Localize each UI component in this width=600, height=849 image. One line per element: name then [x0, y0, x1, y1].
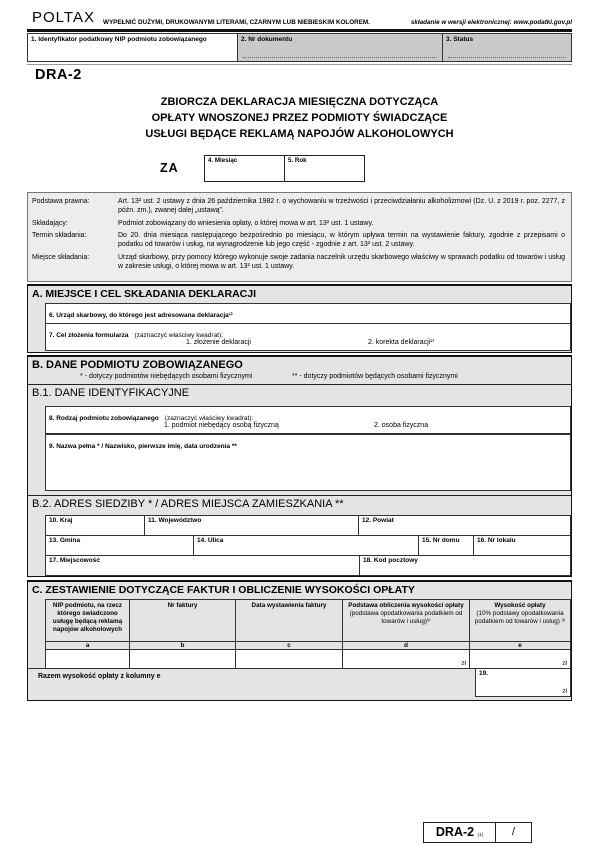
voivodeship-label: 11. Województwo — [148, 517, 202, 524]
cell-fee-amount[interactable] — [469, 649, 571, 669]
col-fee-base-subtitle: (podstawa opodatkowania podatkiem od towarów i usług)³⁾ — [349, 610, 463, 625]
cell-nip[interactable] — [45, 649, 130, 669]
commune-field[interactable] — [45, 535, 194, 556]
form-title-line1: ZBIORCZA DEKLARACJA MIESIĘCZNA DOTYCZĄCA — [160, 96, 439, 108]
full-name-label: 9. Nazwa pełna * / Nazwisko, pierwsze imię, data urodzenia ** — [49, 443, 237, 450]
col-invoice-number-header: Nr faktury — [129, 599, 236, 642]
option-non-individual[interactable]: 1. podmiot niebędący osobą fizyczną — [164, 422, 279, 429]
footnote-individuals: ** - dotyczy podmiotów będących osobami fizycznymi — [292, 373, 458, 380]
option-declaration-correction[interactable]: 2. korekta deklaracji²⁾ — [368, 339, 435, 346]
country-field[interactable] — [45, 515, 145, 536]
legal-row-label: Podstawa prawna: — [32, 198, 90, 205]
filing-purpose-field — [45, 323, 571, 351]
legal-row-text: Urząd skarbowy, przy pomocy którego wykonuje swoje zadania naczelnik urzędu skarbowego właściwy w sprawach podatku od towarów i usług w zakresie usługi, o której mowa w art. 13² ust. 1 ustawy. — [118, 253, 565, 270]
house-number-label: 15. Nr domu — [422, 537, 460, 544]
tax-office-field-label: 6. Urząd skarbowy, do którego jest adresowana deklaracja¹⁾ — [49, 312, 233, 319]
section-c-title: C. ZESTAWIENIE DOTYCZĄCE FAKTUR I OBLICZENIE WYSOKOŚCI OPŁATY — [32, 584, 415, 596]
status-label: 3. Status — [446, 36, 474, 43]
currency-suffix: zł — [461, 660, 466, 667]
footer-form-code — [424, 823, 495, 842]
legal-row-text: Art. 13² ust. 2 ustawy z dnia 26 października 1982 r. o wychowaniu w trzeźwości i przeciwdziałaniu alkoholizmowi (Dz. U. z 2019 r. poz. 2277, z późn. zm.), zwanej dalej „ustawą”. — [118, 198, 565, 214]
legal-row-text: Podmiot zobowiązany do wniesienia opłaty, o której mowa w art. 13² ust. 1 ustawy. — [118, 219, 374, 227]
footer-page-separator: / — [495, 823, 531, 842]
city-label: 17. Miejscowość — [49, 557, 100, 564]
legal-row-label: Miejsce składania: — [32, 253, 90, 261]
postal-code-label: 18. Kod pocztowy — [363, 557, 418, 564]
col-fee-amount-title: Wysokość opłaty — [494, 602, 546, 609]
section-a — [27, 284, 572, 353]
section-b1-title: B.1. DANE IDENTYFIKACYJNE — [28, 384, 571, 400]
legal-row-text: Do 20. dnia miesiąca następującego bezpośrednio po miesiącu, w którym upływa termin na wystawienie faktury, zgodnie z przepisami o podatku od towarów i usług, na wynagrodzenie lub jego część - zgodnie z art. 13² ust. 2 ustawy. — [118, 232, 565, 248]
country-label: 10. Kraj — [49, 517, 73, 524]
street-field[interactable] — [193, 535, 419, 556]
section-b-footnotes — [28, 371, 571, 384]
month-field[interactable] — [205, 156, 284, 181]
cell-fee-base[interactable] — [342, 649, 470, 669]
col-letter-b: b — [129, 641, 236, 650]
status-field[interactable] — [442, 33, 572, 62]
option-individual[interactable]: 2. osoba fizyczna — [374, 422, 429, 429]
footer-form-code-text: DRA-2 — [435, 825, 475, 839]
total-fee-field-number: 19. — [479, 670, 489, 677]
form-title-line2: OPŁATY WNOSZONEJ PRZEZ PODMIOTY ŚWIADCZĄCE — [151, 112, 448, 124]
full-name-field[interactable] — [45, 434, 571, 491]
entity-type-label: 8. Rodzaj podmiotu zobowiązanego — [49, 415, 159, 422]
year-field[interactable] — [284, 156, 364, 181]
section-b — [27, 355, 572, 577]
col-letter-d: d — [342, 641, 470, 650]
address-row — [45, 535, 571, 556]
fill-instruction: WYPEŁNIĆ DUŻYMI, DRUKOWANYMI LITERAMI, CZARNYM LUB NIEBIESKIM KOLOREM. — [103, 19, 370, 26]
header-rule — [27, 29, 572, 32]
dotted-entry-line — [448, 57, 566, 58]
period-box — [204, 155, 365, 182]
col-fee-base-title: Podstawa obliczenia wysokości opłaty — [348, 602, 464, 609]
document-number-field[interactable] — [237, 33, 443, 62]
total-row — [28, 668, 571, 697]
commune-label: 13. Gmina — [49, 537, 81, 544]
house-number-field[interactable] — [418, 535, 474, 556]
form-symbol: DRA-2 — [35, 67, 82, 83]
filing-purpose-label: 7. Cel złożenia formularza — [49, 332, 129, 339]
invoices-table — [45, 599, 571, 669]
legal-row-label: Termin składania: — [32, 232, 87, 239]
cell-invoice-number[interactable] — [129, 649, 236, 669]
street-label: 14. Ulica — [197, 537, 224, 544]
col-letter-a: a — [45, 641, 130, 650]
entity-type-label-note: (zaznaczyć właściwy kwadrat): — [164, 415, 254, 422]
section-b2-title: B.2. ADRES SIEDZIBY * / ADRES MIEJSCA ZAMIESZKANIA ** — [28, 495, 571, 511]
legal-basis-block — [27, 192, 572, 282]
col-fee-base-header — [342, 599, 470, 642]
address-row — [45, 515, 571, 536]
section-b-title: B. DANE PODMIOTU ZOBOWIĄZANEGO — [32, 359, 243, 371]
form-title-line3: USŁUGI BĘDĄCE REKLAMĄ NAPOJÓW ALKOHOLOWYCH — [145, 128, 454, 140]
table-data-row — [45, 650, 571, 669]
id-row — [27, 33, 572, 62]
col-letter-c: c — [235, 641, 343, 650]
tax-office-field[interactable] — [45, 303, 571, 324]
nip-field-label: 1. Identyfikator podatkowy NIP podmiotu zobowiązanego — [31, 36, 207, 43]
header-thin-rule — [27, 64, 572, 65]
footnote-non-individuals: * - dotyczy podmiotów niebędących osobami fizycznymi — [80, 373, 253, 380]
total-fee-field[interactable] — [475, 668, 571, 697]
electronic-filing-note: składanie w wersji elektronicznej: www.podatki.gov.pl — [410, 19, 572, 26]
year-label: 5. Rok — [288, 157, 307, 164]
month-label: 4. Miesiąc — [208, 157, 238, 164]
col-nip-header: NIP podmiotu, na rzecz którego świadczono usługę będącą reklamą napojów alkoholowych — [45, 599, 130, 642]
table-header-row — [45, 599, 571, 642]
col-fee-amount-subtitle: (10% podstawy opodatkowania podatkiem od towarów i usług) ³⁾ — [474, 610, 566, 625]
footer-form-code-box — [423, 822, 532, 843]
section-c — [27, 580, 572, 701]
dotted-entry-line — [243, 57, 437, 58]
county-field[interactable] — [358, 515, 571, 536]
col-invoice-date-header: Data wystawienia faktury — [235, 599, 343, 642]
entity-type-field — [45, 406, 571, 434]
footer-form-version: (1) — [477, 832, 484, 837]
address-grid — [45, 515, 571, 576]
za-label: ZA — [160, 161, 179, 175]
col-fee-amount-header — [469, 599, 571, 642]
legal-row-label: Składający: — [32, 219, 68, 227]
postal-code-field[interactable] — [359, 555, 571, 576]
option-declaration-submission[interactable]: 1. złożenie deklaracji — [186, 339, 251, 346]
currency-suffix: zł — [562, 688, 567, 695]
form-title — [27, 94, 572, 142]
apartment-number-field[interactable] — [473, 535, 571, 556]
apartment-number-label: 16. Nr lokalu — [477, 537, 516, 544]
col-letter-e: e — [469, 641, 571, 650]
section-a-title: A. MIEJSCE I CEL SKŁADANIA DEKLARACJI — [32, 288, 257, 300]
address-row — [45, 555, 571, 576]
cell-invoice-date[interactable] — [235, 649, 343, 669]
poltax-logo: POLTAX — [32, 9, 95, 26]
filing-purpose-label-note: (zaznaczyć właściwy kwadrat): — [134, 332, 223, 339]
currency-suffix: zł — [562, 660, 567, 667]
voivodeship-field[interactable] — [144, 515, 359, 536]
county-label: 12. Powiat — [362, 517, 394, 524]
city-field[interactable] — [45, 555, 360, 576]
document-number-label: 2. Nr dokumentu — [241, 36, 293, 43]
total-row-label: Razem wysokość opłaty z kolumny e — [28, 668, 475, 697]
nip-field[interactable] — [27, 33, 238, 62]
